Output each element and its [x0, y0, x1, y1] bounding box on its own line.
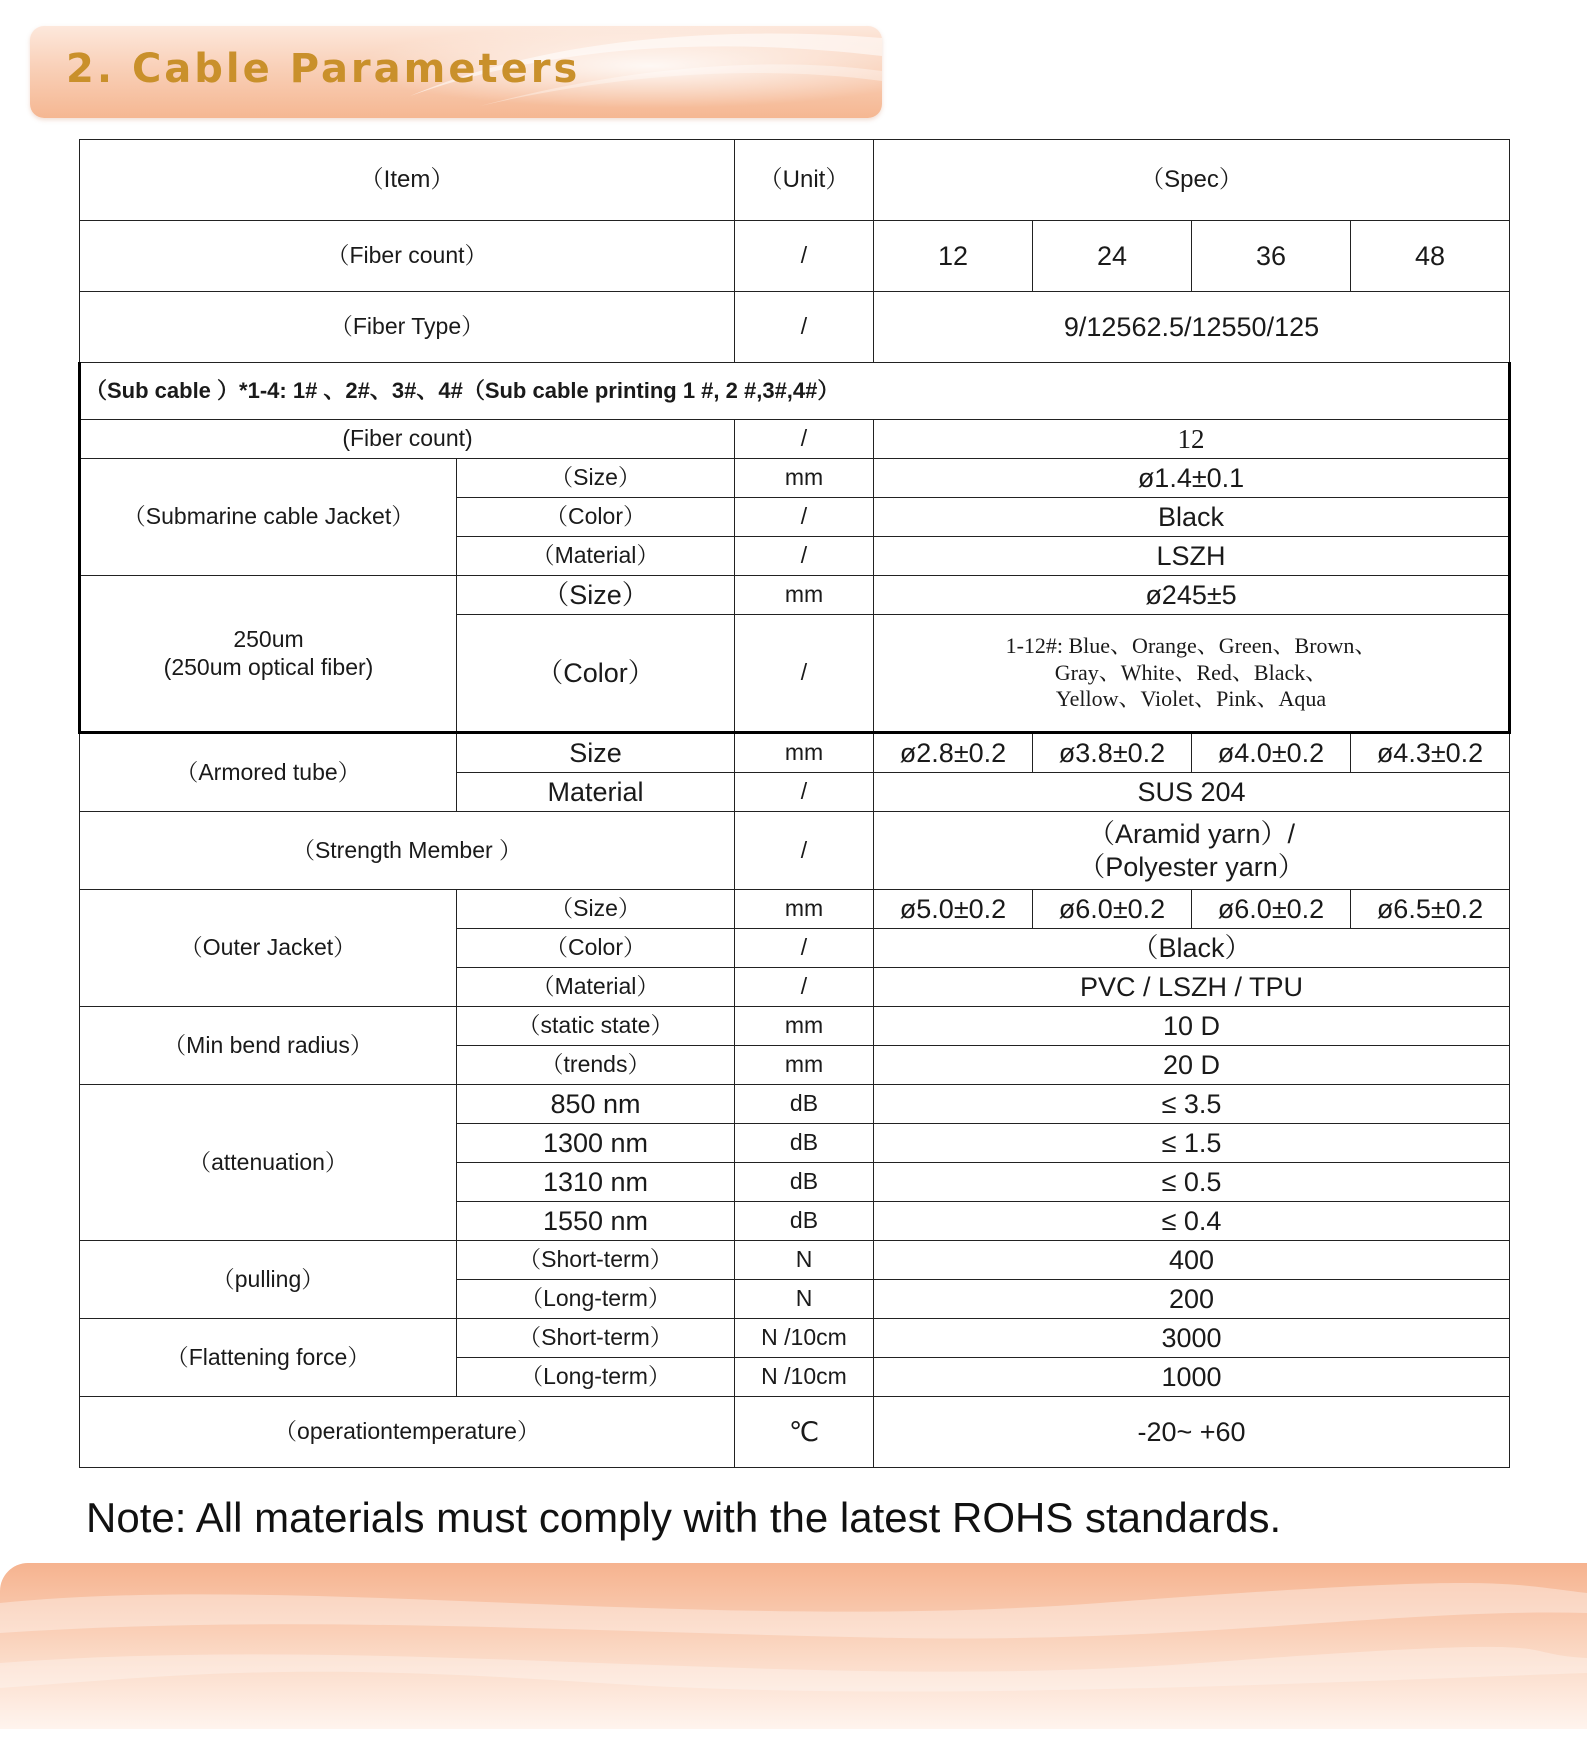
- sub-cable-heading-row: [80, 363, 1510, 420]
- outer-size-unit: mm: [735, 890, 874, 929]
- outer-color-value: （Black）: [874, 929, 1510, 968]
- fiber-count-row: [80, 221, 1510, 292]
- attenuation-value: ≤ 1.5: [874, 1124, 1510, 1163]
- pulling-short-unit: N: [735, 1241, 874, 1280]
- attenuation-unit: dB: [735, 1163, 874, 1202]
- jacket-size-unit: mm: [735, 459, 874, 498]
- pulling-long-value: 200: [874, 1280, 1510, 1319]
- outer-size-row: [80, 890, 1510, 929]
- section-banner: [30, 26, 882, 118]
- pulling-short-row: [80, 1241, 1510, 1280]
- outer-size-value: ø6.0±0.2: [1192, 890, 1351, 929]
- header-item: （Item）: [80, 140, 735, 221]
- outer-jacket-label: （Outer Jacket）: [80, 890, 457, 1007]
- attenuation-value: ≤ 0.5: [874, 1163, 1510, 1202]
- attenuation-wavelength: 1310 nm: [457, 1163, 735, 1202]
- armored-size-value: ø4.0±0.2: [1192, 733, 1351, 773]
- fiber250-color-line: 1-12#: Blue、Orange、Green、Brown、: [1005, 633, 1377, 659]
- fiber-count-label: （Fiber count）: [80, 221, 735, 292]
- outer-material-value: PVC / LSZH / TPU: [874, 968, 1510, 1007]
- attenuation-wavelength: 1550 nm: [457, 1202, 735, 1241]
- attenuation-unit: dB: [735, 1202, 874, 1241]
- fiber250-color-value: [874, 615, 1510, 733]
- pulling-short-value: 400: [874, 1241, 1510, 1280]
- fiber250-size-value: ø245±5: [874, 576, 1510, 615]
- footer-swirl: [0, 1563, 1587, 1729]
- temperature-value: -20~ +60: [874, 1397, 1510, 1468]
- flattening-short-unit: N /10cm: [735, 1319, 874, 1358]
- jacket-material-label: （Material）: [457, 537, 735, 576]
- outer-size-label: （Size）: [457, 890, 735, 929]
- outer-color-unit: /: [735, 929, 874, 968]
- jacket-color-value: Black: [874, 498, 1510, 537]
- flattening-long-label: （Long-term）: [457, 1358, 735, 1397]
- sub-fiber-count-value: 12: [874, 420, 1510, 459]
- bend-static-value: 10 D: [874, 1007, 1510, 1046]
- outer-size-value: ø5.0±0.2: [874, 890, 1033, 929]
- jacket-color-unit: /: [735, 498, 874, 537]
- flattening-label: （Flattening force）: [80, 1319, 457, 1397]
- attenuation-unit: dB: [735, 1124, 874, 1163]
- fiber250-color-line: Gray、White、Red、Black、: [1054, 659, 1328, 685]
- outer-size-value: ø6.0±0.2: [1033, 890, 1192, 929]
- jacket-size-value: ø1.4±0.1: [874, 459, 1510, 498]
- fiber250-size-row: [80, 576, 1510, 615]
- flattening-long-value: 1000: [874, 1358, 1510, 1397]
- fiber250-color-unit: /: [735, 615, 874, 733]
- pulling-short-label: （Short-term）: [457, 1241, 735, 1280]
- strength-member-line: （Aramid yarn）/: [1087, 819, 1296, 850]
- armored-size-value: ø3.8±0.2: [1033, 733, 1192, 773]
- armored-size-row: [80, 733, 1510, 773]
- flattening-short-label: （Short-term）: [457, 1319, 735, 1358]
- armored-material-value: SUS 204: [874, 773, 1510, 812]
- jacket-color-label: （Color）: [457, 498, 735, 537]
- jacket-label: （Submarine cable Jacket）: [80, 459, 457, 576]
- strength-member-value: [874, 812, 1510, 890]
- attenuation-wavelength: 850 nm: [457, 1085, 735, 1124]
- sub-fiber-count-unit: /: [735, 420, 874, 459]
- bend-trends-unit: mm: [735, 1046, 874, 1085]
- pulling-label: （pulling）: [80, 1241, 457, 1319]
- attenuation-value: ≤ 3.5: [874, 1085, 1510, 1124]
- fiber-type-label: （Fiber Type）: [80, 292, 735, 363]
- fiber250-color-label: （Color）: [457, 615, 735, 733]
- armored-material-unit: /: [735, 773, 874, 812]
- strength-member-line: （Polyester yarn）: [1078, 851, 1305, 882]
- bend-radius-label: （Min bend radius）: [80, 1007, 457, 1085]
- attenuation-unit: dB: [735, 1085, 874, 1124]
- fiber-type-unit: /: [735, 292, 874, 363]
- section-title: 2. Cable Parameters: [66, 46, 581, 92]
- fiber-type-row: [80, 292, 1510, 363]
- temperature-label: （operationtemperature）: [80, 1397, 735, 1468]
- fiber-type-value: 9/12562.5/12550/125: [874, 292, 1510, 363]
- strength-member-label: （Strength Member ）: [80, 812, 735, 890]
- armored-size-value: ø4.3±0.2: [1351, 733, 1510, 773]
- sub-cable-heading: （Sub cable ）*1-4: 1# 、2#、3#、4#（Sub cable printing 1 #, 2 #,3#,4#）: [80, 363, 1510, 420]
- fiber250-label: [80, 576, 457, 733]
- pulling-long-label: （Long-term）: [457, 1280, 735, 1319]
- jacket-size-label: （Size）: [457, 459, 735, 498]
- outer-material-unit: /: [735, 968, 874, 1007]
- armored-label: （Armored tube）: [80, 733, 457, 812]
- bend-static-row: [80, 1007, 1510, 1046]
- attenuation-wavelength: 1300 nm: [457, 1124, 735, 1163]
- outer-color-label: （Color）: [457, 929, 735, 968]
- bend-trends-label: （trends）: [457, 1046, 735, 1085]
- bend-static-label: （static state）: [457, 1007, 735, 1046]
- jacket-size-row: [80, 459, 1510, 498]
- rohs-note: Note: All materials must comply with the latest ROHS standards.: [86, 1494, 1282, 1541]
- flattening-short-row: [80, 1319, 1510, 1358]
- outer-size-value: ø6.5±0.2: [1351, 890, 1510, 929]
- bend-trends-value: 20 D: [874, 1046, 1510, 1085]
- fiber250-color-line: Yellow、Violet、Pink、Aqua: [1055, 686, 1327, 712]
- fiber-count-value: 12: [874, 221, 1033, 292]
- fiber-count-unit: /: [735, 221, 874, 292]
- footer-decoration: [0, 1563, 1587, 1729]
- fiber-count-value: 36: [1192, 221, 1351, 292]
- header-unit: （Unit）: [735, 140, 874, 221]
- fiber250-label-line2: (250um optical fiber): [163, 653, 374, 680]
- temperature-row: [80, 1397, 1510, 1468]
- pulling-long-unit: N: [735, 1280, 874, 1319]
- outer-material-label: （Material）: [457, 968, 735, 1007]
- cable-parameters-table-wrap: [78, 139, 1508, 1468]
- header-spec: （Spec）: [874, 140, 1510, 221]
- attenuation-label: （attenuation）: [80, 1085, 457, 1241]
- armored-size-label: Size: [457, 733, 735, 773]
- flattening-long-unit: N /10cm: [735, 1358, 874, 1397]
- fiber250-size-unit: mm: [735, 576, 874, 615]
- sub-fiber-count-label: (Fiber count): [80, 420, 735, 459]
- attenuation-row: [80, 1085, 1510, 1124]
- temperature-unit: ℃: [735, 1397, 874, 1468]
- fiber250-size-label: （Size）: [457, 576, 735, 615]
- armored-size-unit: mm: [735, 733, 874, 773]
- jacket-material-value: LSZH: [874, 537, 1510, 576]
- fiber-count-value: 48: [1351, 221, 1510, 292]
- fiber250-label-line1: 250um: [233, 625, 304, 652]
- bend-static-unit: mm: [735, 1007, 874, 1046]
- attenuation-value: ≤ 0.4: [874, 1202, 1510, 1241]
- armored-material-label: Material: [457, 773, 735, 812]
- cable-parameters-table: [78, 139, 1511, 1468]
- strength-member-unit: /: [735, 812, 874, 890]
- flattening-short-value: 3000: [874, 1319, 1510, 1358]
- sub-fiber-count-row: [80, 420, 1510, 459]
- armored-size-value: ø2.8±0.2: [874, 733, 1033, 773]
- strength-member-row: [80, 812, 1510, 890]
- fiber-count-value: 24: [1033, 221, 1192, 292]
- table-header-row: [80, 140, 1510, 221]
- jacket-material-unit: /: [735, 537, 874, 576]
